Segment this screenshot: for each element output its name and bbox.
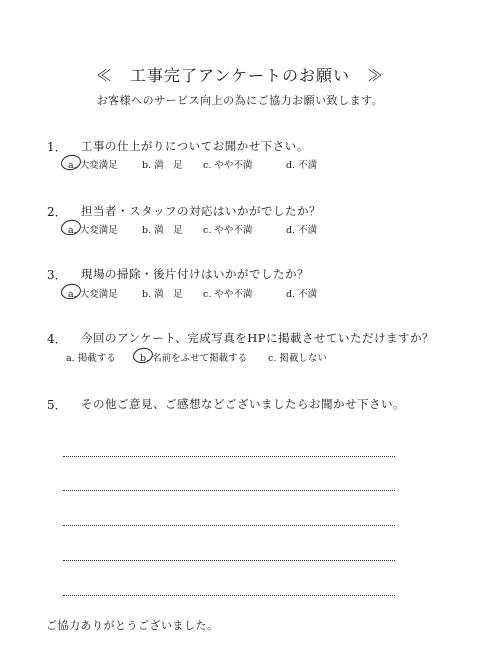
question-text: 現場の掃除・後片付けはいかがでしたか？	[81, 267, 309, 281]
option-a[interactable]: a. 大変満足	[68, 225, 118, 236]
answer-line[interactable]	[63, 456, 395, 457]
answer-line[interactable]	[63, 490, 395, 491]
question-number: 2．	[47, 205, 67, 219]
option-b[interactable]: b. 満 足	[142, 160, 183, 171]
option-a[interactable]: a. 掲載する	[66, 353, 116, 364]
answer-line[interactable]	[63, 560, 395, 561]
question-text: その他ご意見、ご感想などございましたらお聞かせ下さい。	[81, 397, 405, 411]
question-text: 今回のアンケート、完成写真をHPに掲載させていただけますか？	[81, 331, 435, 345]
option-b[interactable]: b. 満 足	[142, 289, 183, 300]
question-number: 1．	[47, 140, 67, 154]
answer-line[interactable]	[63, 525, 395, 526]
option-c[interactable]: c. やや不満	[203, 225, 253, 236]
option-b[interactable]: b. 満 足	[142, 225, 183, 236]
answer-line[interactable]	[63, 595, 395, 596]
question-number: 3．	[47, 268, 67, 282]
option-d[interactable]: d. 不満	[286, 160, 318, 171]
option-d[interactable]: d. 不満	[286, 289, 318, 300]
option-c[interactable]: c. やや不満	[203, 160, 253, 171]
question-text: 工事の仕上がりについてお聞かせ下さい。	[81, 139, 309, 153]
question-text: 担当者・スタッフの対応はいかがでしたか？	[81, 204, 321, 218]
question-number: 5．	[47, 398, 67, 412]
survey-title: ≪ 工事完了アンケートのお願い ≫	[95, 66, 385, 85]
option-b[interactable]: b. 名前をふせて掲載する	[140, 353, 248, 364]
option-a[interactable]: a. 大変満足	[68, 289, 118, 300]
survey-subtitle: お客様へのサービス向上の為にご協力お願い致します。	[96, 94, 384, 107]
question-number: 4．	[47, 332, 67, 346]
option-a[interactable]: a. 大変満足	[68, 160, 118, 171]
thanks-message: ご協力ありがとうございました。	[46, 619, 219, 632]
option-c[interactable]: c. やや不満	[203, 289, 253, 300]
option-c[interactable]: c. 掲載しない	[268, 353, 327, 364]
option-d[interactable]: d. 不満	[286, 225, 318, 236]
